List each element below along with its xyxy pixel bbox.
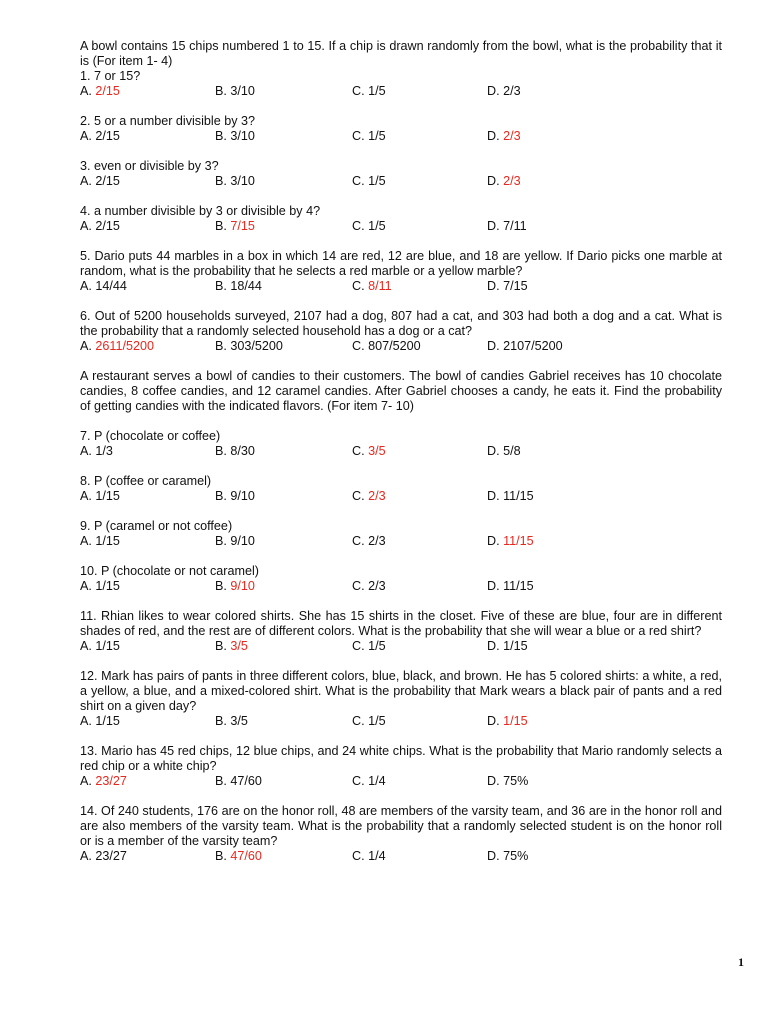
answer-value: 2/3 [368,489,386,503]
choice-d: D. 2/3 [487,84,521,98]
choice-a: A. 2/15 [80,84,120,98]
answer-value: 1/15 [95,714,120,728]
choice-b: B. 3/10 [215,174,255,188]
choice-d: D. 5/8 [487,444,521,458]
answer-value: 8/30 [230,444,255,458]
answer-value: 3/10 [230,174,255,188]
choice-b: B. 3/5 [215,639,248,653]
answer-value: 3/5 [230,639,248,653]
page-number: 1 [738,955,744,969]
answer-value: 2/3 [503,84,521,98]
answer-value: 1/15 [95,639,120,653]
answer-value: 2611/5200 [95,339,155,353]
choice-c: C. 1/5 [352,129,386,143]
choice-a: A. 2/15 [80,129,120,143]
question-text: 6. Out of 5200 households surveyed, 2107 had a dog, 807 had a cat, and 303 had both a dog and a cat. What is the probability that a randomly selected household has a dog or a cat? [80,309,722,338]
choice-c: C. 8/11 [352,279,392,293]
answer-value: 303/5200 [230,339,283,353]
answer-choices [80,219,722,234]
answer-choices [80,579,722,594]
answer-value: 11/15 [503,534,534,548]
choice-c: C. 1/5 [352,219,386,233]
question-text: 3. even or divisible by 3? [80,159,219,173]
question-item-5 [80,249,722,294]
choice-d: D. 11/15 [487,534,534,548]
choice-d: D. 7/15 [487,279,528,293]
answer-value: 1/4 [368,849,386,863]
question-text: 14. Of 240 students, 176 are on the honor roll, 48 are members of the varsity team, and 36 are in the honor roll and are also members of the varsity team. What is the probability that a randomly selected student is on the honor roll or is a member of the varsity team? [80,804,722,848]
choice-b: B. 47/60 [215,849,262,863]
answer-value: 1/5 [368,129,386,143]
choice-d: D. 2/3 [487,129,521,143]
answer-value: 1/5 [368,174,386,188]
answer-value: 1/5 [368,219,386,233]
question-text: 5. Dario puts 44 marbles in a box in which 14 are red, 12 are blue, and 18 are yellow. If Dario picks one marble at random, what is the probability that he selects a red marble or a yellow marble? [80,249,722,278]
choice-c: C. 807/5200 [352,339,421,353]
answer-value: 3/10 [230,129,255,143]
question-item-3 [80,159,722,189]
choice-a: A. 1/15 [80,639,120,653]
question-text: 11. Rhian likes to wear colored shirts. She has 15 shirts in the closet. Five of these are blue, four are in different shades of red, and the rest are of different colors. What is the probability that she will wear a blue or a red shirt? [80,609,722,638]
choice-c: C. 1/4 [352,849,386,863]
choice-c: C. 1/5 [352,84,386,98]
choice-b: B. 7/15 [215,219,255,233]
answer-value: 1/4 [368,774,386,788]
answer-choices [80,84,722,99]
answer-value: 47/60 [230,774,262,788]
answer-choices [80,639,722,654]
choice-b: B. 3/5 [215,714,248,728]
answer-value: 1/5 [368,714,386,728]
answer-value: 1/15 [503,714,528,728]
answer-value: 9/10 [230,489,255,503]
choice-c: C. 1/5 [352,639,386,653]
choice-b: B. 3/10 [215,84,255,98]
intro-text-1: A bowl contains 15 chips numbered 1 to 15. If a chip is drawn randomly from the bowl, what is the probability that it is (For item 1- 4) [80,39,722,68]
choice-d: D. 2107/5200 [487,339,563,353]
question-text: 7. P (chocolate or coffee) [80,429,221,443]
answer-choices [80,174,722,189]
answer-value: 7/15 [230,219,255,233]
choice-b: B. 9/10 [215,489,255,503]
answer-value: 47/60 [230,849,262,863]
choice-a: A. 2611/5200 [80,339,155,353]
question-text: 9. P (caramel or not coffee) [80,519,233,533]
choice-b: B. 303/5200 [215,339,283,353]
answer-choices [80,774,722,789]
answer-choices [80,339,722,354]
answer-value: 8/11 [368,279,392,293]
choice-b: B. 3/10 [215,129,255,143]
answer-value: 1/15 [95,534,120,548]
answer-value: 7/11 [503,219,527,233]
question-text: 10. P (chocolate or not caramel) [80,564,259,578]
answer-value: 11/15 [503,579,534,593]
question-item-7 [80,429,722,459]
question-item-10 [80,564,722,594]
choice-c: C. 2/3 [352,579,386,593]
answer-value: 3/5 [368,444,386,458]
choice-a: A. 2/15 [80,219,120,233]
choice-c: C. 2/3 [352,489,386,503]
answer-choices [80,534,722,549]
answer-value: 14/44 [95,279,127,293]
choice-a: A. 23/27 [80,849,127,863]
question-text: 1. 7 or 15? [80,69,141,83]
question-text: 12. Mark has pairs of pants in three different colors, blue, black, and brown. He has 5 colored shirts: a white, a red, a yellow, a blue, and a mixed-colored shirt. What is the probability that Mark wears a black pair of pants and a red shirt on a given day? [80,669,722,713]
intro-block-1 [80,39,722,99]
question-item-6 [80,309,722,354]
answer-value: 807/5200 [368,339,421,353]
question-item-13 [80,744,722,789]
question-item-4 [80,204,722,234]
choice-b: B. 9/10 [215,579,255,593]
choice-c: C. 1/4 [352,774,386,788]
answer-value: 1/5 [368,84,386,98]
answer-value: 1/3 [95,444,113,458]
choice-d: D. 2/3 [487,174,521,188]
answer-value: 2/15 [95,174,120,188]
answer-value: 11/15 [503,489,534,503]
answer-value: 1/5 [368,639,386,653]
choice-c: C. 2/3 [352,534,386,548]
answer-value: 3/5 [230,714,248,728]
choice-d: D. 7/11 [487,219,527,233]
answer-value: 75% [503,849,529,863]
answer-value: 2107/5200 [503,339,563,353]
intro-block-2 [80,369,722,414]
choice-d: D. 1/15 [487,714,528,728]
choice-b: B. 9/10 [215,534,255,548]
answer-choices [80,129,722,144]
question-text: 13. Mario has 45 red chips, 12 blue chips, and 24 white chips. What is the probability that Mario randomly selects a red chip or a white chip? [80,744,722,773]
choice-b: B. 18/44 [215,279,262,293]
choice-a: A. 1/15 [80,534,120,548]
choice-d: D. 11/15 [487,489,534,503]
answer-value: 23/27 [95,774,127,788]
question-item-8 [80,474,722,504]
question-item-14 [80,804,722,864]
choice-d: D. 1/15 [487,639,528,653]
choice-b: B. 47/60 [215,774,262,788]
answer-value: 3/10 [230,84,255,98]
answer-value: 2/15 [95,219,120,233]
answer-value: 2/15 [95,84,120,98]
answer-value: 2/3 [368,579,386,593]
answer-value: 75% [503,774,529,788]
choice-a: A. 23/27 [80,774,127,788]
answer-value: 2/3 [368,534,386,548]
choice-a: A. 2/15 [80,174,120,188]
worksheet-page [80,39,722,879]
choice-a: A. 14/44 [80,279,127,293]
choice-c: C. 1/5 [352,714,386,728]
question-item-11 [80,609,722,654]
answer-value: 1/15 [503,639,528,653]
choice-d: D. 11/15 [487,579,534,593]
answer-value: 2/3 [503,129,521,143]
answer-choices [80,444,722,459]
answer-value: 9/10 [230,579,255,593]
choice-a: A. 1/15 [80,714,120,728]
answer-value: 7/15 [503,279,528,293]
answer-choices [80,279,722,294]
answer-value: 1/15 [95,579,120,593]
answer-value: 23/27 [95,849,127,863]
question-item-9 [80,519,722,549]
answer-choices [80,849,722,864]
question-item-1 [80,69,722,99]
answer-value: 2/15 [95,129,120,143]
choice-d: D. 75% [487,849,529,863]
choice-a: A. 1/15 [80,579,120,593]
question-text: 8. P (coffee or caramel) [80,474,212,488]
answer-value: 5/8 [503,444,521,458]
answer-choices [80,489,722,504]
choice-c: C. 3/5 [352,444,386,458]
intro-text-2: A restaurant serves a bowl of candies to their customers. The bowl of candies Gabriel receives has 10 chocolate candies, 8 coffee candies, and 12 caramel candies. After Gabriel chooses a candy, he eats it. Find the probability of getting candies with the indicated flavors. (For item 7- 10) [80,369,722,413]
answer-choices [80,714,722,729]
answer-value: 18/44 [230,279,262,293]
answer-value: 9/10 [230,534,255,548]
choice-c: C. 1/5 [352,174,386,188]
choice-a: A. 1/3 [80,444,113,458]
choice-a: A. 1/15 [80,489,120,503]
question-item-12 [80,669,722,729]
question-text: 4. a number divisible by 3 or divisible by 4? [80,204,321,218]
choice-b: B. 8/30 [215,444,255,458]
answer-value: 1/15 [95,489,120,503]
answer-value: 2/3 [503,174,521,188]
choice-d: D. 75% [487,774,529,788]
question-item-2 [80,114,722,144]
question-text: 2. 5 or a number divisible by 3? [80,114,256,128]
